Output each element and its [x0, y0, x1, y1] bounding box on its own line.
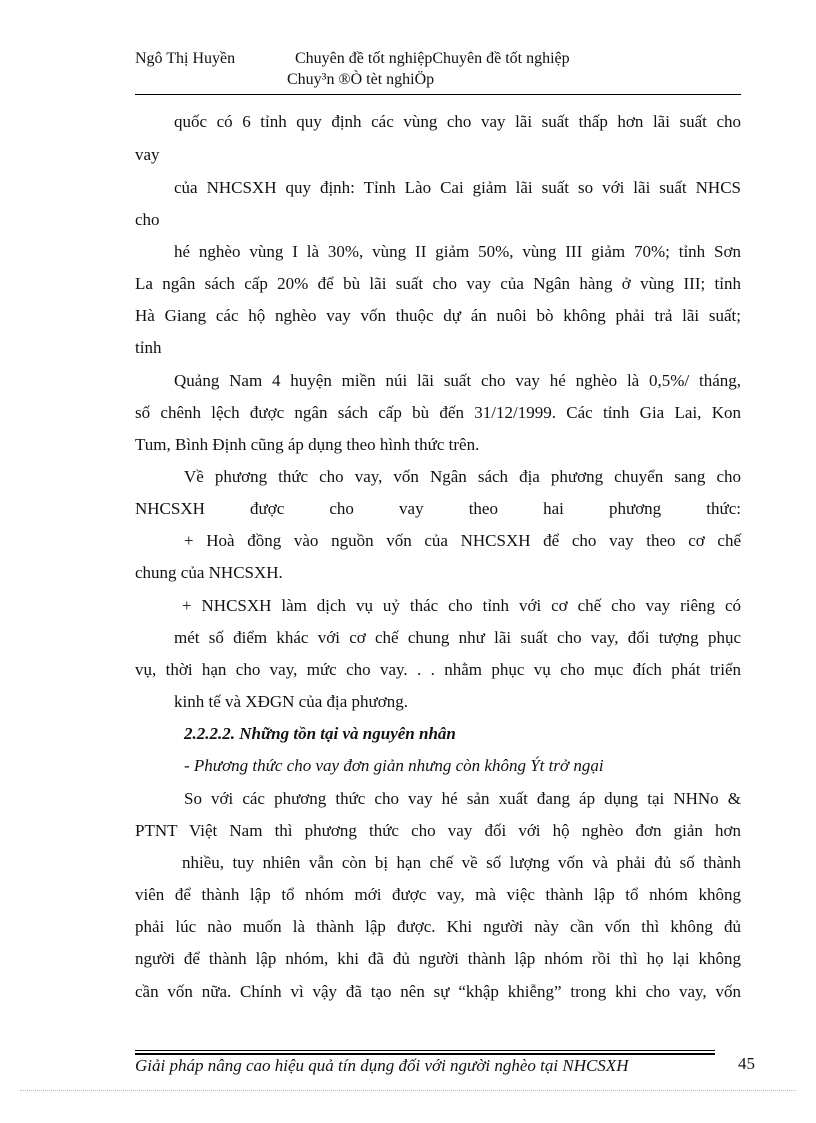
body-line: Về phương thức cho vay, vốn Ngân sách địa phương chuyển sang cho: [184, 467, 741, 486]
body-line: nhiều, tuy nhiên vẫn còn bị hạn chế về số lượng vốn và phải đủ số thành: [182, 853, 741, 872]
body-line: cần vốn nữa. Chính vì vậy đã tạo nên sự “khập khiễng” trong khi cho vay, vốn: [135, 982, 741, 1001]
body-line: quốc có 6 tỉnh quy định các vùng cho vay lãi suất thấp hơn lãi suất cho: [174, 112, 741, 131]
body-line: kinh tế và XĐGN của địa phương.: [174, 692, 408, 711]
section-heading: 2.2.2.2. Những tồn tại và nguyên nhân: [184, 724, 456, 743]
header-title: Chuyên đề tốt nghiệpChuyên đề tốt nghiệp: [295, 50, 570, 67]
body-line: Tum, Bình Định cũng áp dụng theo hình thức trên.: [135, 435, 480, 454]
body-line: La ngân sách cấp 20% để bù lãi suất cho vay của Ngân hàng ở vùng III; tỉnh: [135, 274, 741, 293]
body-line: + NHCSXH làm dịch vụ uỷ thác cho tỉnh với cơ chế cho vay riêng có: [182, 596, 741, 615]
header-title-garbled: Chuy³n ®Ò tèt nghiÖp: [287, 71, 435, 88]
body-line: Hà Giang các hộ nghèo vay vốn thuộc dự án nuôi bò không phải trả lãi suất;: [135, 306, 741, 325]
body-line: Quảng Nam 4 huyện miền núi lãi suất cho vay hé nghèo là 0,5%/ tháng,: [174, 371, 741, 390]
subsection-heading: - Phương thức cho vay đơn giản nhưng còn không Ýt trở ngại: [184, 756, 604, 775]
body-line: hé nghèo vùng I là 30%, vùng II giảm 50%, vùng III giảm 70%; tỉnh Sơn: [174, 242, 741, 261]
body-line: phải lúc nào muốn là thành lập được. Khi người này cần vốn thì không đủ: [135, 917, 741, 936]
header-rule: [135, 94, 741, 95]
body-line: của NHCSXH quy định: Tỉnh Lào Cai giảm lãi suất so với lãi suất NHCS: [174, 178, 741, 197]
body-line: người để thành lập nhóm, khi đã đủ người thành lập nhóm rồi thì họ lại không: [135, 949, 741, 968]
body-line: số chênh lệch được ngân sách cấp bù đến 31/12/1999. Các tỉnh Gia Lai, Kon: [135, 403, 741, 422]
body-line: + Hoà đồng vào nguồn vốn của NHCSXH để cho vay theo cơ chế: [184, 531, 741, 550]
footer-rule: [135, 1050, 715, 1051]
body-line: So với các phương thức cho vay hé sản xuất đang áp dụng tại NHNo &: [184, 789, 741, 808]
body-line: vụ, thời hạn cho vay, mức cho vay. . . nhằm phục vụ cho mục đích phát triển: [135, 660, 741, 679]
header-author: Ngô Thị Huyền: [135, 50, 236, 67]
page-number: 45: [738, 1054, 755, 1073]
footer-title: Giải pháp nâng cao hiệu quả tín dụng đối với người nghèo tại NHCSXH: [135, 1056, 629, 1075]
body-line: cho: [135, 210, 160, 229]
body-line: vay: [135, 145, 160, 164]
body-line: mét số điểm khác với cơ chế chung như lãi suất cho vay, đối tượng phục: [174, 628, 741, 647]
page-edge-dotted: [20, 1090, 796, 1091]
body-line: NHCSXH được cho vay theo hai phương thức:: [135, 499, 741, 518]
body-line: tỉnh: [135, 338, 162, 357]
body-line: chung của NHCSXH.: [135, 563, 283, 582]
body-line: PTNT Việt Nam thì phương thức cho vay đối với hộ nghèo đơn giản hơn: [135, 821, 741, 840]
body-line: viên để thành lập tổ nhóm mới được vay, mà việc thành lập tổ nhóm không: [135, 885, 741, 904]
footer-rule-thick: [135, 1053, 715, 1055]
